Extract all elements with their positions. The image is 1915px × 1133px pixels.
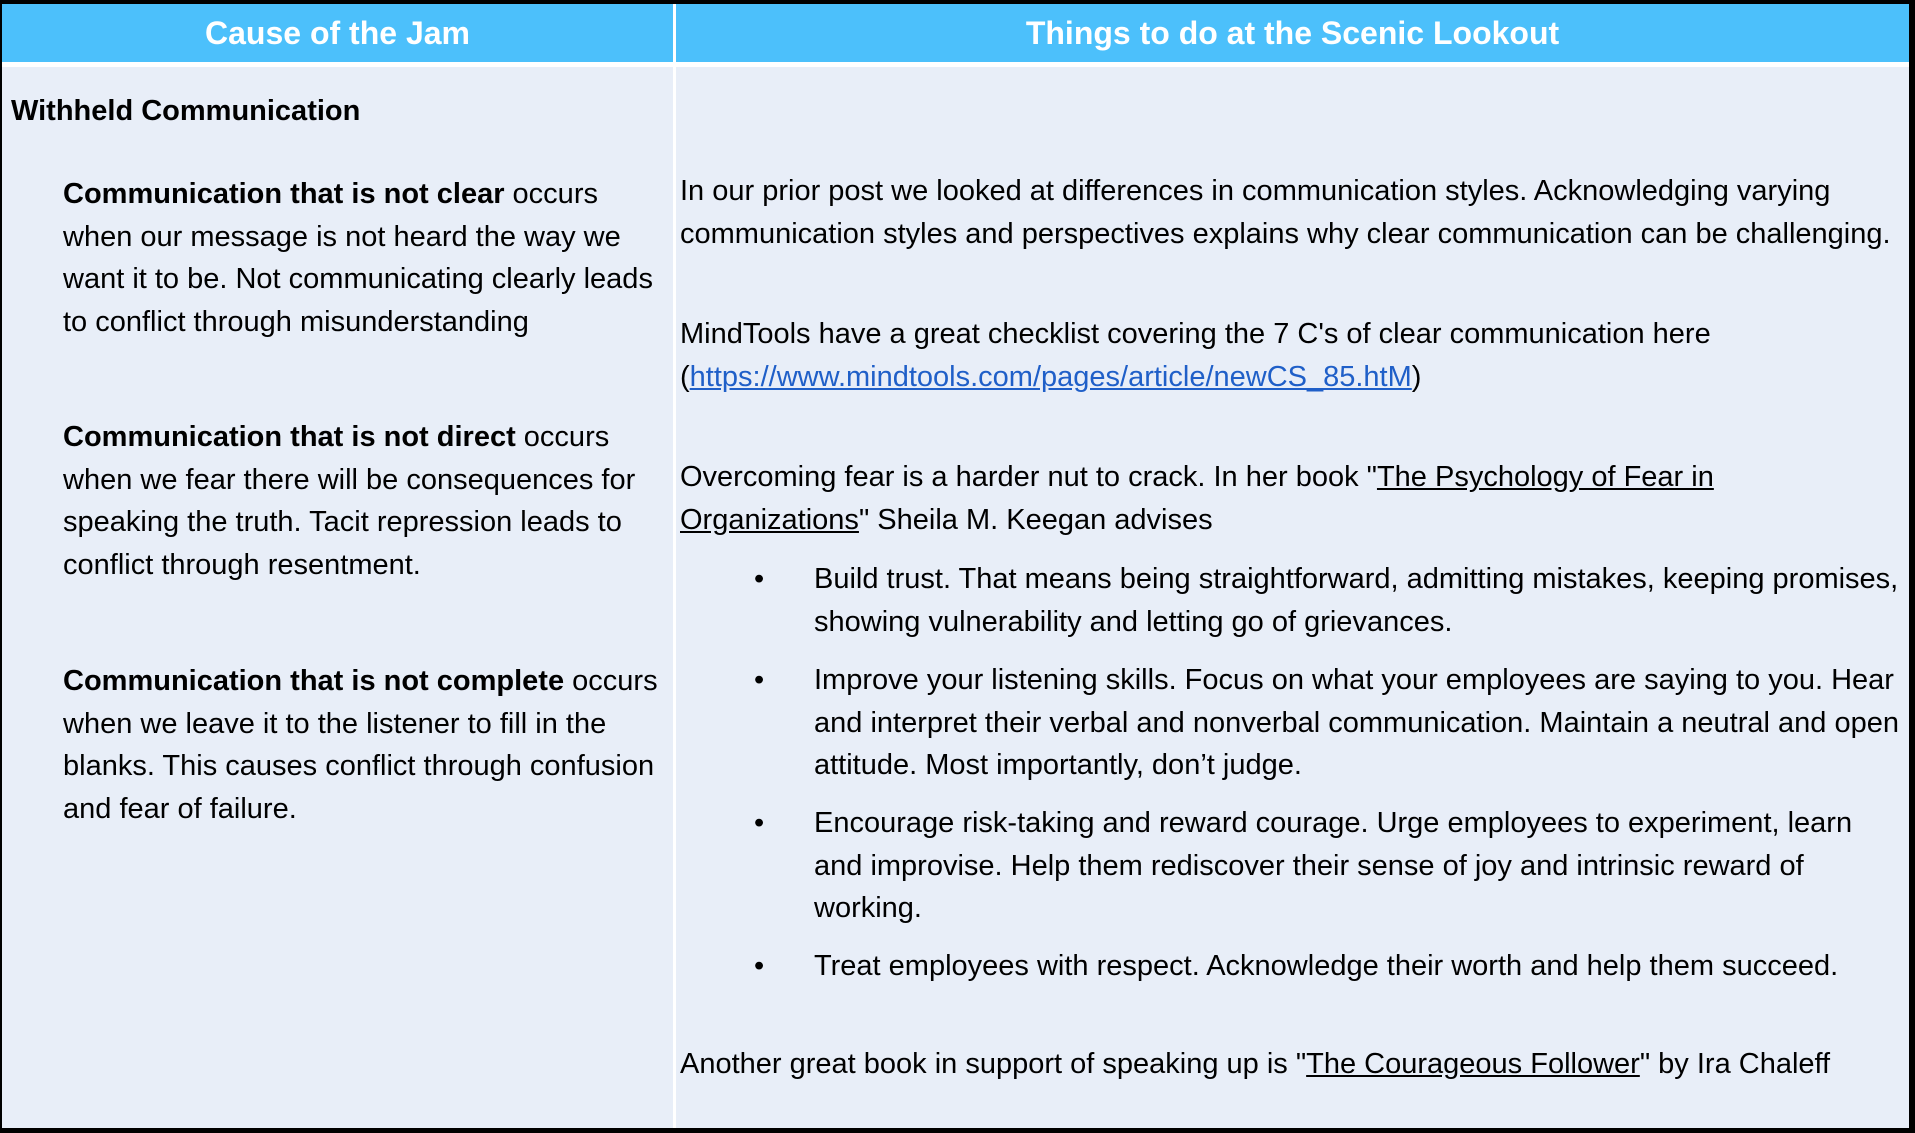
column-divider [673, 4, 676, 1128]
cause-item-text: occurs when we fear there will be consequences for speaking the truth. Tacit repression leads to conflict through resentment. [63, 421, 636, 581]
header-divider [2, 62, 1909, 67]
cause-item-not-clear [63, 173, 668, 343]
section-title: Withheld Communication [11, 95, 361, 127]
header-scenic-lookout: Things to do at the Scenic Lookout [1025, 14, 1560, 51]
book-title-psychology-of-fear: The Psychology of Fear in Organizations [680, 461, 1714, 536]
cause-item-text: occurs when we leave it to the listener to fill in the blanks. This causes conflict through confusion and fear of failure. [63, 665, 658, 825]
bullet-text: Improve your listening skills. Focus on what your employees are saying to you. Hear and interpret their verbal and nonverbal communication. Maintain a neutral and open attitude. Most importantly, don’t judge. [814, 664, 1899, 781]
mindtools-link[interactable]: https://www.mindtools.com/pages/article/newCS_85.htM [689, 360, 1412, 393]
cause-item-heading: Communication that is not complete [63, 665, 565, 697]
cause-item-text: occurs when our message is not heard the way we want it to be. Not communicating clearly leads to conflict through misunderstanding [63, 178, 653, 338]
bullet-icon: • [754, 950, 765, 982]
book-title-courageous-follower: The Courageous Follower [1306, 1048, 1640, 1080]
mindtools-text: MindTools have a great checklist covering the 7 C's of clear communication here ( [680, 318, 1711, 393]
cause-item-not-direct [63, 416, 668, 586]
fear-text: Overcoming fear is a harder nut to crack. In her book " [680, 461, 1377, 493]
bullet-icon: • [754, 807, 765, 839]
cause-item-heading: Communication that is not clear [63, 178, 505, 210]
content-table [2, 4, 1909, 1128]
paragraph-courageous-follower [680, 1043, 1905, 1086]
bullet-text: Encourage risk-taking and reward courage. Urge employees to experiment, learn and improvise. Help them rediscover their sense of joy and intrinsic reward of working. [814, 807, 1853, 924]
cause-item-heading: Communication that is not direct [63, 421, 516, 453]
bullet-icon: • [754, 563, 765, 595]
paragraph-overcoming-fear [680, 456, 1905, 541]
header-cause-of-jam: Cause of the Jam [205, 14, 470, 51]
paragraph-communication-styles: In our prior post we looked at differences in communication styles. Acknowledging varying communication styles and perspectives explains why clear communication can be challenging. [680, 175, 1891, 250]
fear-text-end: " Sheila M. Keegan advises [858, 503, 1213, 536]
follower-text-end: " by Ira Chaleff [1639, 1048, 1831, 1080]
cause-item-not-complete [63, 660, 668, 830]
paragraph-mindtools [680, 313, 1905, 398]
follower-text: Another great book in support of speaking up is " [680, 1048, 1307, 1080]
bullet-text: Treat employees with respect. Acknowledge their worth and help them succeed. [814, 950, 1839, 982]
mindtools-text-end: ) [1411, 360, 1422, 393]
bullet-text: Build trust. That means being straightforward, admitting mistakes, keeping promises, showing vulnerability and letting go of grievances. [814, 563, 1899, 638]
bullet-icon: • [754, 664, 765, 696]
table-header [2, 4, 1909, 62]
